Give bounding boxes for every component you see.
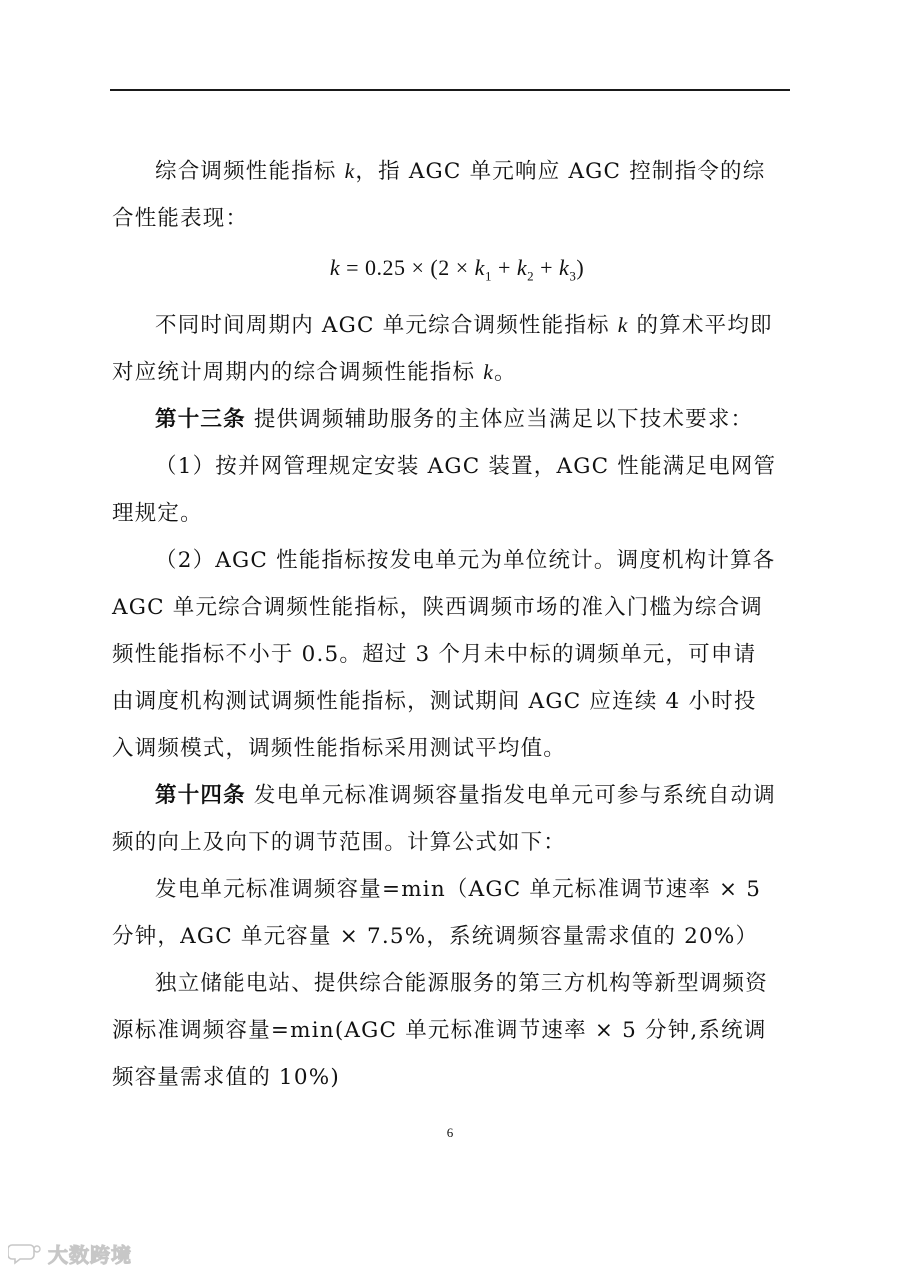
paragraph-k-definition: 综合调频性能指标 k，指 AGC 单元响应 AGC 控制指令的综合性能表现： xyxy=(112,159,766,231)
article-13-item-1: （1）按并网管理规定安装 AGC 装置，AGC 性能满足电网管理规定。 xyxy=(112,454,777,527)
article-14-heading: 第十四条 xyxy=(155,783,246,809)
paragraph-k-average: 不同时间周期内 AGC 单元综合调频性能指标 k 的算术平均即对应统计周期内的综合调频性能指标 k。 xyxy=(112,313,773,386)
article-13-item-2: （2）AGC 性能指标按发电单元为单位统计。调度机构计算各 AGC 单元综合调频性能指标，陕西调频市场的准入门槛为综合调频性能指标不小于 0.5。超过 3 个月未中标的调频单元，可申请由调度机构测试调频性能指标，测试期间 AGC 应连续 4 小时投入调频模式，调频性能指标采用测试平均值。 xyxy=(112,548,776,762)
header-rule xyxy=(110,89,790,91)
formula-new-resource-capacity: 独立储能电站、提供综合能源服务的第三方机构等新型调频资源标准调频容量=min(AGC 单元标准调节速率 × 5 分钟,系统调频容量需求值的 10%) xyxy=(112,971,768,1091)
chat-bubble-logo-icon xyxy=(8,1241,44,1265)
article-13-heading: 第十三条 xyxy=(155,407,246,433)
article-14: 第十四条 发电单元标准调频容量指发电单元可参与系统自动调频的向上及向下的调节范围。计算公式如下： xyxy=(112,783,776,856)
watermark xyxy=(8,1238,132,1268)
formula-k: $k = 0.25 \times (2 \times k_1 + k_2 + k_3)$ xyxy=(329,255,585,284)
article-13: 第十三条 提供调频辅助服务的主体应当满足以下技术要求： xyxy=(155,407,754,433)
watermark-text: 大数跨境 xyxy=(48,1242,132,1267)
formula-standard-capacity: 发电单元标准调频容量=min（AGC 单元标准调节速率 × 5 分钟，AGC 单元容量 × 7.5%，系统调频容量需求值的 20%） xyxy=(112,877,762,950)
page-body xyxy=(112,148,778,1101)
page-number: 6 xyxy=(446,1125,454,1140)
